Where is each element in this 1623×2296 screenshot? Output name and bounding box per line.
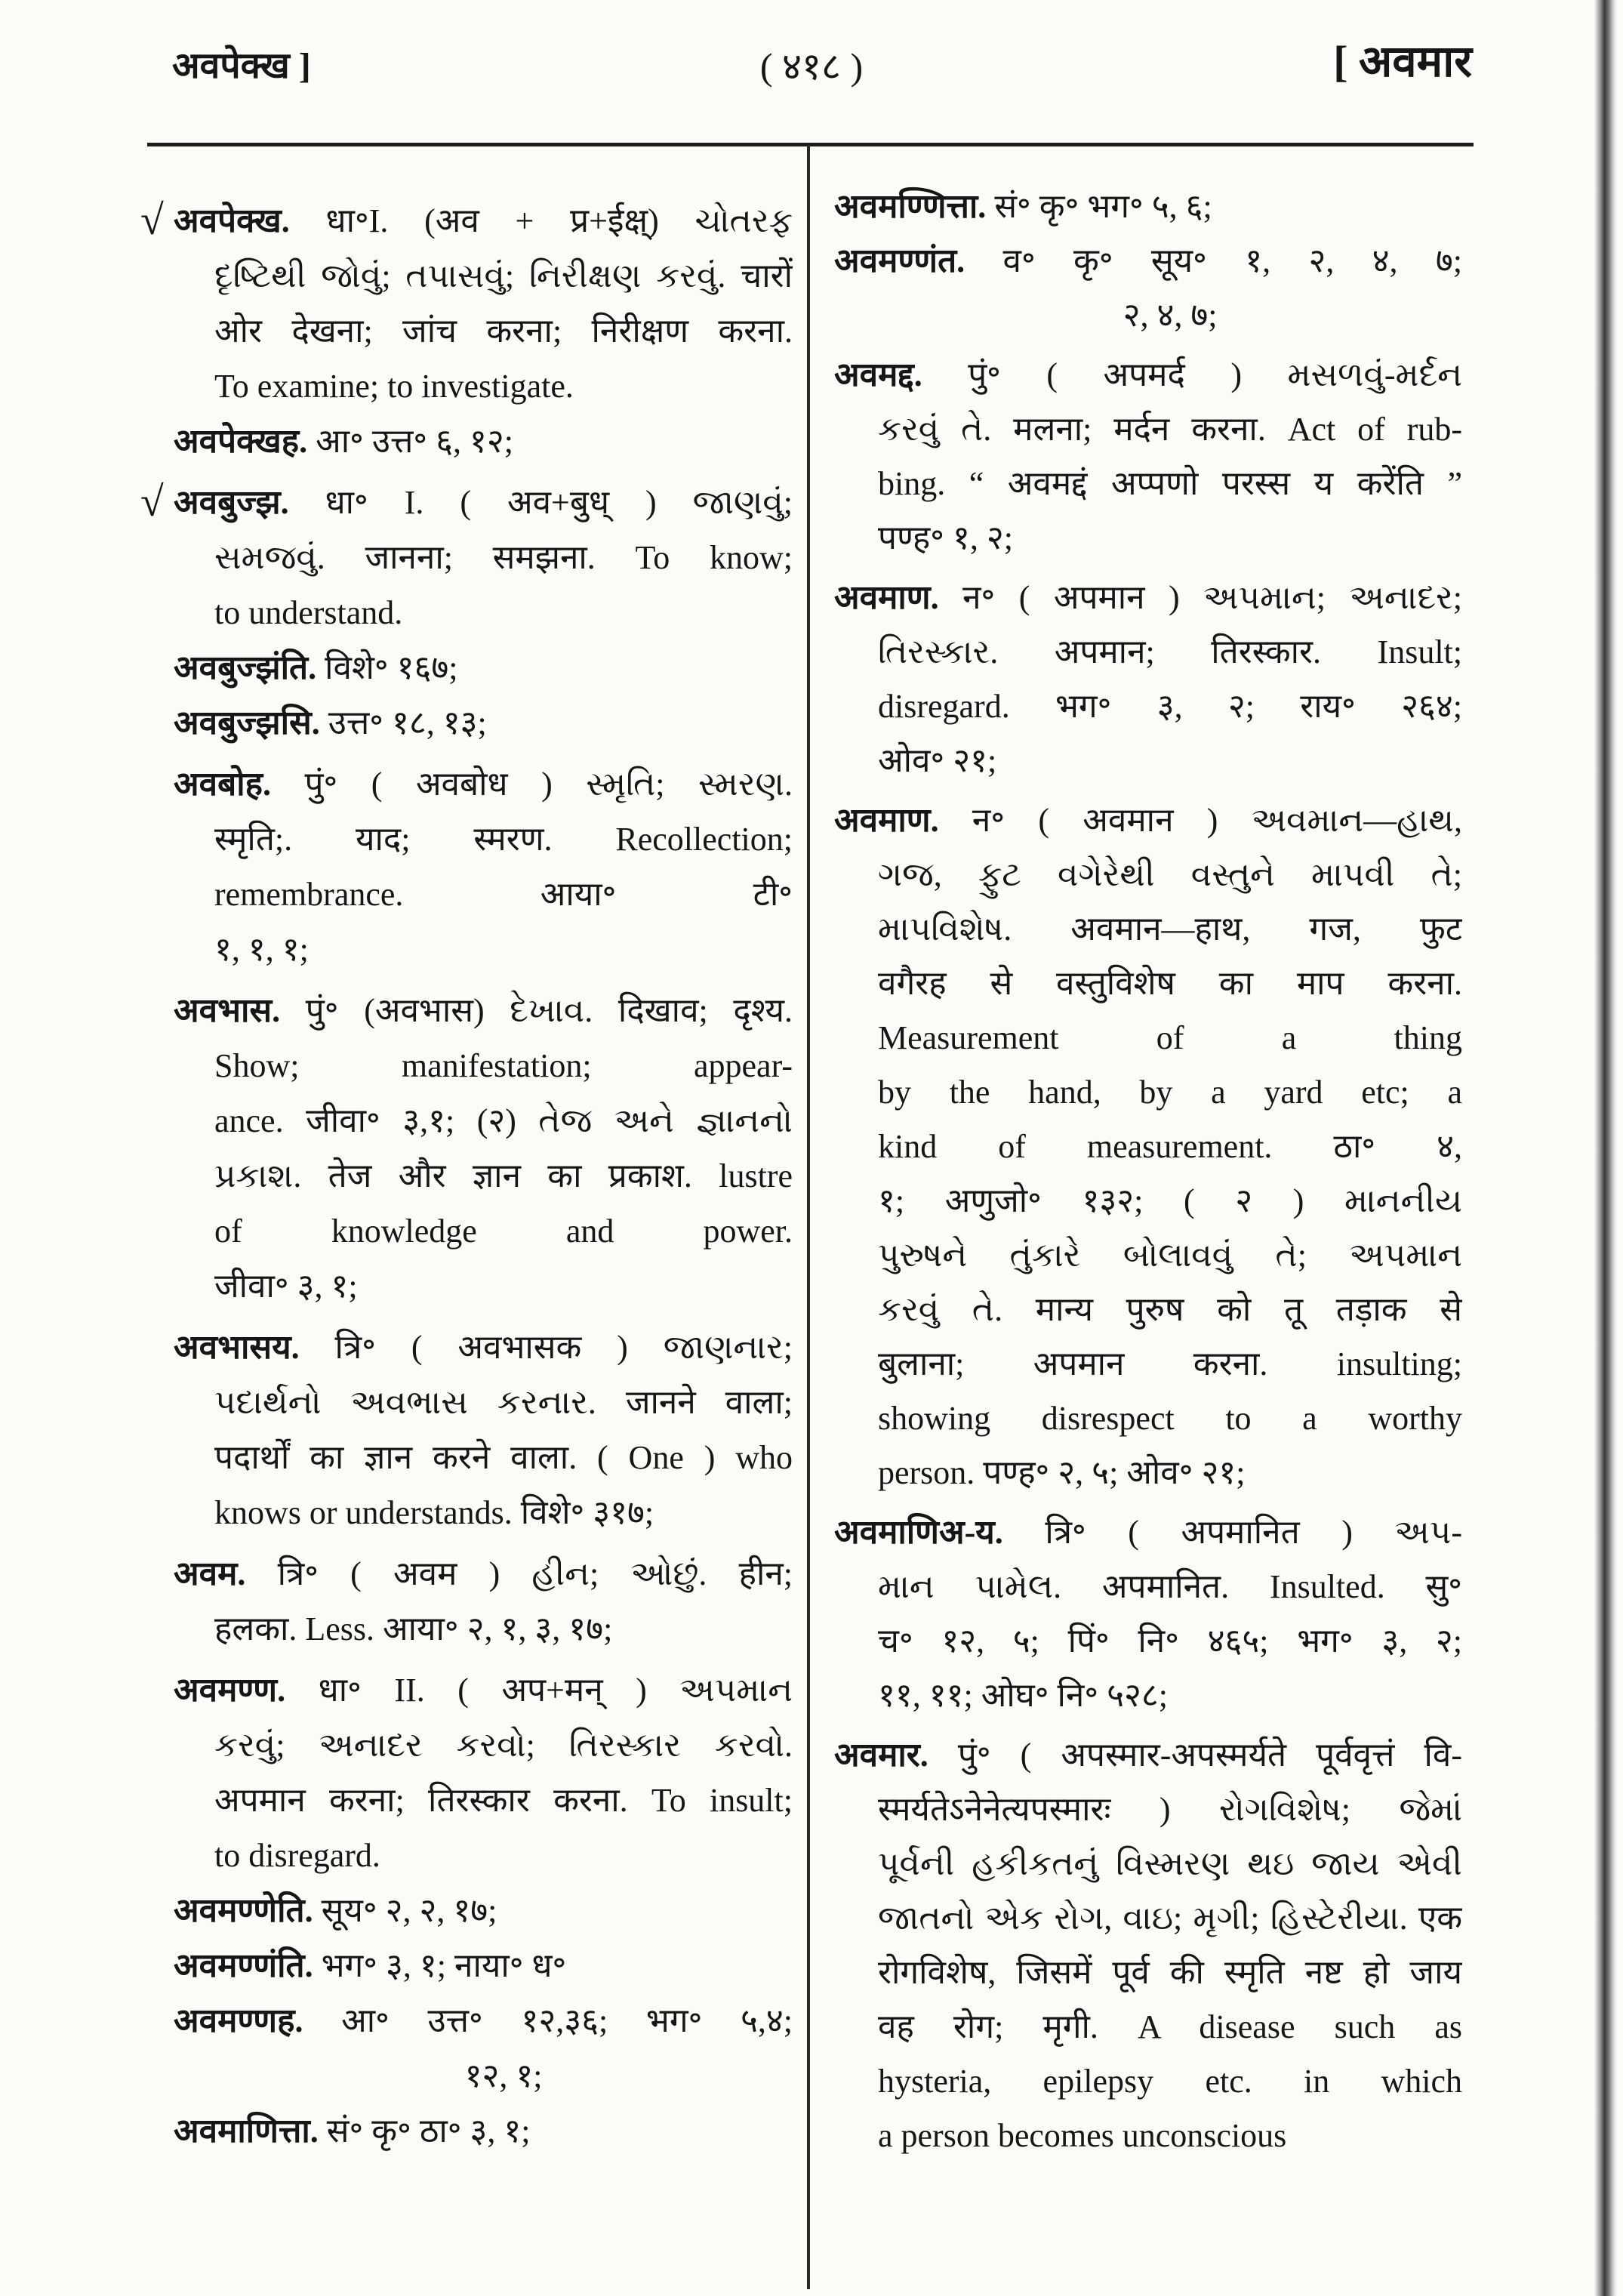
entry-line bbox=[214, 2048, 793, 2103]
headword: अवपेक्खह. bbox=[174, 423, 308, 460]
entry-line bbox=[878, 1783, 1462, 1837]
dictionary-entry bbox=[834, 794, 1462, 1500]
entry-text: by the hand, by a yard etc; a bbox=[878, 1074, 1462, 1111]
entry-line bbox=[214, 867, 793, 922]
entry-text: Measurement of a thing bbox=[878, 1019, 1462, 1056]
entry-text: પુરુષને તુંકારે બોલાવવું તે; અપમાન bbox=[878, 1237, 1462, 1274]
entry-text: पुं॰ ( अपमर्द ) મસળવું-મર્દન bbox=[922, 356, 1462, 393]
dictionary-entry bbox=[174, 1546, 793, 1657]
entry-text: न॰ ( अवमान ) અવમાન—હાથ, bbox=[938, 802, 1462, 839]
entry-text: सूय॰ २, २, १७; bbox=[313, 1892, 497, 1929]
headword: अवमण्णेति. bbox=[174, 1892, 313, 1929]
entry-line bbox=[878, 1174, 1462, 1228]
entry-text: रोगविशेष, जिसमें पूर्व की स्मृति नष्ट हो जाय bbox=[878, 1954, 1462, 1991]
headword: अवमार. bbox=[834, 1737, 929, 1774]
headword: अवमण्णंत. bbox=[834, 242, 965, 279]
entry-line bbox=[878, 957, 1462, 1011]
entry-line bbox=[214, 1093, 793, 1148]
headword: अवबोह. bbox=[174, 766, 271, 803]
entry-text: उत्त॰ १८, १३; bbox=[319, 704, 487, 741]
inflected-form bbox=[834, 234, 1462, 343]
entry-text: કરવું તે. मलना; मर्दन करना. Act of rub- bbox=[878, 411, 1462, 448]
entry-line bbox=[878, 680, 1462, 734]
entry-text: ance. जीवा॰ ३,१; (२) તેજ અને જ્ઞાનનો bbox=[214, 1102, 793, 1139]
entry-text: to understand. bbox=[214, 594, 403, 631]
entry-text: भग॰ ३, १; नाया॰ ध॰ bbox=[313, 1947, 567, 1984]
entry-line bbox=[878, 402, 1462, 457]
dictionary-entry bbox=[140, 193, 793, 414]
entry-line bbox=[878, 2054, 1462, 2109]
headword: अवपेक्ख. bbox=[174, 202, 290, 239]
entry-line bbox=[878, 1560, 1462, 1614]
entry-head-line bbox=[834, 234, 1462, 288]
entry-line bbox=[214, 1601, 793, 1657]
dictionary-entry bbox=[174, 1320, 793, 1540]
entry-text: bing. “ अवमद्दं अप्पणो परस्स य करेंति ” bbox=[878, 465, 1462, 502]
headword: अवभास. bbox=[174, 992, 281, 1029]
entry-text: बुलाना; अपमान करना. insulting; bbox=[878, 1345, 1462, 1382]
entry-text: પ્રકાશ. तेज और ज्ञान का प्रकाश. lustre bbox=[214, 1157, 793, 1194]
entry-line bbox=[878, 2109, 1462, 2163]
inflected-form bbox=[174, 695, 793, 750]
headword: अवबुज्झंति. bbox=[174, 649, 317, 686]
headword: अवभासय. bbox=[174, 1329, 300, 1366]
inflected-form bbox=[834, 180, 1462, 234]
entry-line bbox=[214, 1718, 793, 1773]
left-column bbox=[140, 193, 793, 2159]
entry-text: त्रि॰ ( अवम ) હીન; ઓછું. हीन; bbox=[245, 1555, 793, 1592]
dictionary-entry bbox=[174, 757, 793, 977]
entry-text: showing disrespect to a worthy bbox=[878, 1400, 1462, 1437]
entry-head-line bbox=[174, 1938, 793, 1993]
entry-line bbox=[878, 1283, 1462, 1337]
page-number: ( ४१८ ) bbox=[759, 45, 864, 88]
headword: अवमाणित्ता. bbox=[174, 2113, 319, 2150]
entry-text: kind of measurement. ठा॰ ४, bbox=[878, 1128, 1462, 1165]
headword: अवमण्णह. bbox=[174, 2002, 303, 2039]
entry-line bbox=[214, 585, 793, 640]
inflected-form bbox=[174, 1938, 793, 1993]
entry-line bbox=[214, 1430, 793, 1485]
entry-text: સમજવું. जानना; समझना. To know; bbox=[214, 539, 793, 576]
entry-text: માન પામેલ. अपमानित. Insulted. सु॰ bbox=[878, 1568, 1462, 1605]
entry-line bbox=[214, 1485, 793, 1540]
entry-line bbox=[878, 1120, 1462, 1174]
entry-text: विशे॰ १६७; bbox=[316, 649, 458, 686]
entry-text: हलका. Less. आया॰ २, १, ३, १७; bbox=[214, 1610, 613, 1647]
entry-text: पण्ह॰ १, २; bbox=[878, 519, 1013, 556]
headword: अवमद्द. bbox=[834, 356, 922, 393]
entry-line bbox=[878, 902, 1462, 957]
entry-head-line bbox=[834, 348, 1462, 402]
entry-head-line bbox=[834, 794, 1462, 848]
entry-text: धा॰I. (अव + प्र+ईक्ष्) ચોતરફ bbox=[289, 202, 793, 239]
entry-head-line bbox=[174, 640, 793, 695]
entry-line bbox=[214, 922, 793, 977]
entry-text: પૂર્વની હકીકતનું વિસ્મરણ થઇ જાય એવી bbox=[878, 1845, 1462, 1882]
entry-text: hysteria, epilepsy etc. in which bbox=[878, 2063, 1462, 2100]
entry-text: त्रि॰ ( अवभासक ) જાણનાર; bbox=[299, 1329, 793, 1366]
entry-text: Show; manifestation; appear- bbox=[214, 1047, 793, 1084]
entry-head-line bbox=[834, 571, 1462, 625]
entry-text: त्रि॰ ( अपमानित ) અપ- bbox=[1002, 1514, 1462, 1551]
entry-text: वह रोग; मृगी. A disease such as bbox=[878, 2008, 1462, 2045]
headword: अवमण्णंति. bbox=[174, 1947, 313, 1984]
root-mark: √ bbox=[140, 479, 164, 525]
inflected-form bbox=[174, 414, 793, 469]
dictionary-entry bbox=[140, 475, 793, 640]
entry-line bbox=[214, 530, 793, 585]
entry-line bbox=[214, 359, 793, 414]
entry-text: જાતનો એક રોગ, વાઇ; મૃગી; હિસ્ટેરીયા. एक bbox=[878, 1900, 1462, 1937]
entry-text: કરવું તે. मान्य पुरुष को तू तड़ाक से bbox=[878, 1291, 1462, 1328]
entry-head-line bbox=[174, 475, 793, 530]
entry-text: पदार्थों का ज्ञान करने वाला. ( One ) who bbox=[214, 1439, 793, 1476]
entry-head-line bbox=[174, 2103, 793, 2159]
headword: अवमाणिअ-य. bbox=[834, 1514, 1003, 1551]
entry-text: न॰ ( अपमान ) અપમાન; અનાદર; bbox=[938, 579, 1462, 616]
entry-text: પદાર્થનો અવભાસ કરનાર. जानने वाला; bbox=[214, 1384, 793, 1421]
entry-line bbox=[214, 1038, 793, 1093]
headword: अवम. bbox=[174, 1555, 246, 1592]
inflected-form bbox=[174, 2103, 793, 2159]
dictionary-entry bbox=[834, 1728, 1462, 2163]
entry-head-line bbox=[174, 193, 793, 248]
entry-head-line bbox=[174, 1993, 793, 2048]
entry-text: To examine; to investigate. bbox=[214, 368, 574, 405]
entry-line bbox=[878, 1337, 1462, 1391]
entry-head-line bbox=[174, 983, 793, 1038]
entry-text: २, ४, ७; bbox=[1123, 297, 1218, 334]
dictionary-entry bbox=[174, 983, 793, 1314]
entry-text: आ॰ उत्त॰ ६, १२; bbox=[307, 423, 513, 460]
entry-line bbox=[878, 1228, 1462, 1283]
entry-text: કરવું; અનાદર કરવો; તિરસ્કાર કરવો. bbox=[214, 1727, 793, 1764]
dictionary-entry bbox=[834, 1505, 1462, 1723]
entry-head-line bbox=[174, 1546, 793, 1601]
entry-head-line bbox=[174, 1663, 793, 1718]
entry-line bbox=[878, 288, 1462, 343]
entry-text: ગજ, ફુટ વગેરેથી વસ્તુને માપવી તે; bbox=[878, 856, 1462, 893]
entry-head-line bbox=[834, 180, 1462, 234]
entry-text: remembrance. आया॰ टी॰ bbox=[214, 876, 793, 913]
entry-text: व॰ कृ॰ सूय॰ १, २, ४, ७; bbox=[965, 242, 1462, 279]
dictionary-entry bbox=[834, 348, 1462, 566]
entry-line bbox=[214, 1375, 793, 1430]
entry-line bbox=[214, 1148, 793, 1203]
entry-head-line bbox=[834, 1505, 1462, 1560]
entry-text: पुं॰ ( अवबोध ) સ્મૃતિ; સ્મરણ. bbox=[270, 766, 793, 803]
entry-text: તિરસ્કાર. अपमान; तिरस्कार. Insult; bbox=[878, 633, 1462, 670]
entry-text: knows or understands. विशे॰ ३१७; bbox=[214, 1494, 654, 1531]
entry-line bbox=[878, 2000, 1462, 2054]
entry-head-line bbox=[174, 757, 793, 812]
entry-text: स्मृति;. याद; स्मरण. Recollection; bbox=[214, 821, 793, 858]
entry-line bbox=[214, 812, 793, 867]
entry-text: च॰ १२, ५; पिं॰ नि॰ ४६५; भग॰ ३, २; bbox=[878, 1623, 1462, 1660]
entry-text: जीवा॰ ३, १; bbox=[214, 1268, 358, 1305]
entry-text: of knowledge and power. bbox=[214, 1213, 793, 1250]
root-mark: √ bbox=[140, 197, 164, 244]
entry-line bbox=[214, 1259, 793, 1314]
entry-text: માપવિશેષ. अवमान—हाथ, गज, फुट bbox=[878, 911, 1462, 948]
headword: अवबुज्झ. bbox=[174, 484, 289, 521]
entry-line bbox=[878, 1891, 1462, 1946]
inflected-form bbox=[174, 1993, 793, 2103]
entry-text: धा॰ II. ( अप+मन् ) અપમાન bbox=[285, 1672, 793, 1709]
entry-line bbox=[214, 1203, 793, 1259]
column-divider bbox=[807, 145, 810, 2289]
entry-text: आ॰ उत्त॰ १२,३६; भग॰ ५,४; bbox=[303, 2002, 793, 2039]
entry-line bbox=[214, 1828, 793, 1883]
entry-head-line bbox=[174, 414, 793, 469]
entry-line bbox=[878, 1946, 1462, 2000]
entry-text: १; अणुजो॰ १३२; ( २ ) માનનીય bbox=[878, 1182, 1462, 1219]
entry-text: अपमान करना; तिरस्कार करना. To insult; bbox=[214, 1782, 793, 1819]
entry-line bbox=[878, 1614, 1462, 1669]
headword: अवबुज्झसि. bbox=[174, 704, 320, 741]
entry-text: सं॰ कृ॰ भग॰ ५, ६; bbox=[986, 188, 1212, 225]
running-head-last-word: [ अवमार bbox=[1333, 37, 1472, 86]
entry-line bbox=[878, 511, 1462, 566]
entry-line bbox=[214, 248, 793, 304]
header-rule bbox=[147, 143, 1474, 146]
entry-text: पुं॰ (अवभास) દેખાવ. दिखाव; दृश्य. bbox=[280, 992, 793, 1029]
entry-text: ११, ११; ओघ॰ नि॰ ५२८; bbox=[878, 1677, 1168, 1714]
entry-line bbox=[214, 304, 793, 359]
dictionary-entry bbox=[834, 571, 1462, 788]
entry-line bbox=[878, 1065, 1462, 1120]
entry-line bbox=[878, 625, 1462, 680]
entry-line bbox=[878, 734, 1462, 788]
entry-head-line bbox=[174, 695, 793, 750]
entry-text: to disregard. bbox=[214, 1837, 380, 1874]
entry-text: દૃષ્ટિથી જોવું; તપાસવું; નિરીક્ષણ કરવું. चारों bbox=[214, 257, 793, 294]
entry-line bbox=[878, 1669, 1462, 1723]
entry-text: वगैरह से वस्तुविशेष का माप करना. bbox=[878, 965, 1462, 1002]
entry-head-line bbox=[174, 1883, 793, 1938]
entry-text: a person becomes unconscious bbox=[878, 2117, 1287, 2154]
entry-line bbox=[878, 457, 1462, 511]
entry-text: ओर देखना; जांच करना; निरीक्षण करना. bbox=[214, 313, 793, 350]
headword: अवमण्णित्ता. bbox=[834, 188, 987, 225]
entry-line bbox=[878, 1446, 1462, 1500]
entry-text: person. पण्ह॰ २, ५; ओव॰ २१; bbox=[878, 1454, 1246, 1491]
entry-text: १, १, १; bbox=[214, 931, 309, 968]
entry-text: धा॰ I. ( अव+बुध् ) જાણવું; bbox=[288, 484, 793, 521]
inflected-form bbox=[174, 1883, 793, 1938]
entry-line bbox=[878, 848, 1462, 902]
entry-text: ओव॰ २१; bbox=[878, 742, 997, 779]
entry-line bbox=[878, 1837, 1462, 1891]
entry-head-line bbox=[834, 1728, 1462, 1783]
running-head-first-word: अवपेक्ख ] bbox=[172, 46, 311, 86]
entry-text: disregard. भग॰ ३, २; राय॰ २६४; bbox=[878, 688, 1462, 725]
headword: अवमण्ण. bbox=[174, 1672, 286, 1709]
entry-line bbox=[878, 1011, 1462, 1065]
headword: अवमाण. bbox=[834, 802, 939, 839]
dictionary-entry bbox=[174, 1663, 793, 1883]
entry-text: स्मर्यतेऽनेनेत्यपस्मारः ) રોગવિશેષ; જેમાં bbox=[878, 1791, 1462, 1828]
inflected-form bbox=[174, 640, 793, 695]
entry-line bbox=[214, 1773, 793, 1828]
entry-text: १२, १; bbox=[464, 2057, 543, 2094]
entry-text: सं॰ कृ॰ ठा॰ ३, १; bbox=[318, 2113, 531, 2150]
scan-edge bbox=[1594, 0, 1617, 2296]
entry-line bbox=[878, 1391, 1462, 1446]
entry-text: पुं॰ ( अपस्मार-अपस्मर्यते पूर्ववृत्तं वि- bbox=[928, 1737, 1462, 1774]
right-column bbox=[834, 180, 1462, 2163]
headword: अवमाण. bbox=[834, 579, 939, 616]
entry-head-line bbox=[174, 1320, 793, 1375]
